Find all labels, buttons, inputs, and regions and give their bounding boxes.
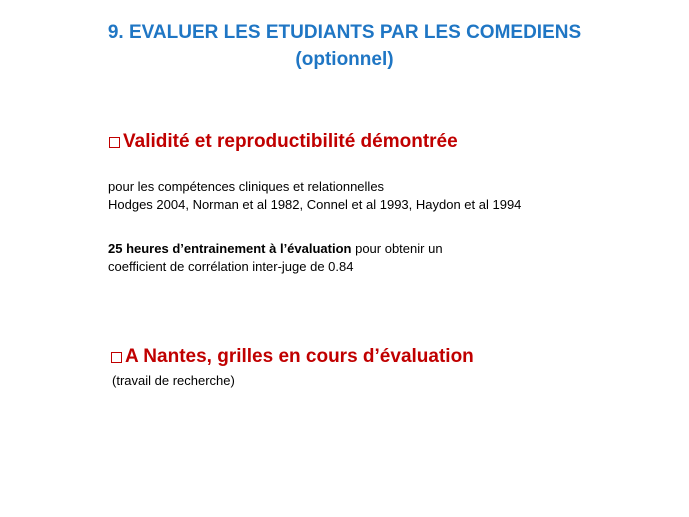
section1-heading-text: Validité et reproductibilité démontrée	[123, 131, 458, 152]
checkbox-bullet-icon	[111, 352, 122, 363]
section1-line4: coefficient de corrélation inter-juge de 0.84	[108, 259, 354, 274]
section1-line3	[108, 240, 443, 258]
section2-heading	[111, 345, 474, 369]
section2-note: (travail de recherche)	[112, 373, 235, 388]
section1-line1: pour les compétences cliniques et relationnelles	[108, 179, 385, 194]
section1-line3-bold: 25 heures d’entrainement à l’évaluation	[108, 241, 352, 256]
section1-references: Hodges 2004, Norman et al 1982, Connel et al 1993, Haydon et al 1994	[108, 197, 522, 212]
section1-line3-rest: pour obtenir un	[351, 241, 443, 256]
section2-heading-text: A Nantes, grilles en cours d’évaluation	[125, 346, 474, 367]
slide-title: 9. EVALUER LES ETUDIANTS PAR LES COMEDIENS	[107, 22, 582, 43]
section1-heading	[109, 130, 458, 154]
slide-subtitle: (optionnel)	[295, 49, 394, 70]
checkbox-bullet-icon	[109, 137, 120, 148]
